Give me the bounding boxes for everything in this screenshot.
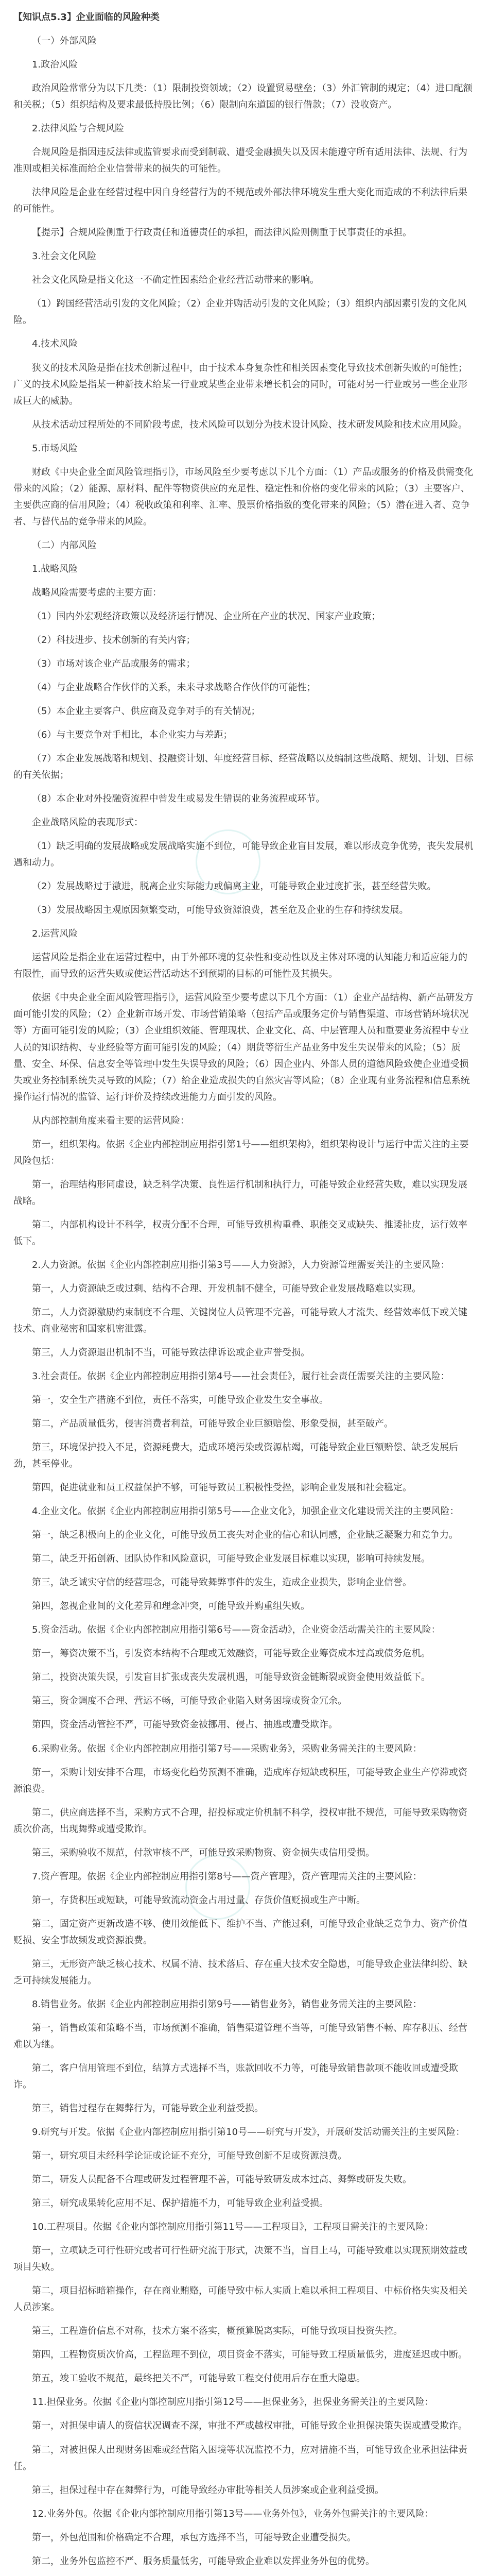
- paragraph: 第三，资金调度不合理、营运不畅，可能导致企业陷入财务困境或资金冗余。: [32, 1696, 347, 1707]
- paragraph: （7）本企业发展战略和规划、投融资计划、年度经营目标、经营战略以及编制这些战略、规划、计划、目标的有关依据；: [13, 753, 474, 781]
- paragraph: （3）发展战略因主观原因频繁变动，可能导致资源浪费，甚至危及企业的生存和持续发展。: [32, 905, 409, 916]
- paragraph: 第一，立项缺乏可行性研究或者可行性研究流于形式，决策不当，盲目上马，可能导致难以实现预期效益或项目失败。: [13, 2245, 467, 2273]
- paragraph: 第一，治理结构形同虚设，缺乏科学决策、良性运行机制和执行力，可能导致企业经营失败，难以实现发展战略。: [13, 1179, 467, 1207]
- paragraph: 法律风险是企业在经营过程中因自身经营行为的不规范或外部法律环境发生重大变化而造成的不利法律后果的可能性。: [13, 187, 467, 215]
- paragraph: 第一，安全生产措施不到位，责任不落实，可能导致企业发生安全事故。: [32, 1395, 328, 1406]
- paragraph: 第三，缺乏诚实守信的经营理念，可能导致舞弊事件的发生，造成企业损失，影响企业信誉。: [32, 1577, 412, 1588]
- paragraph: （5）本企业主要客户、供应商及竞争对手的有关情况；: [32, 706, 260, 717]
- paragraph: 第二，对被担保人出现财务困难或经营陷入困境等状况监控不力，应对措施不当，可能导致企业承担法律责任。: [13, 2444, 467, 2472]
- paragraph: 第二，产品质量低劣，侵害消费者利益，可能导致企业巨额赔偿、形象受损，甚至破产。: [32, 1418, 393, 1430]
- paragraph: 依据《中央企业全面风险管理指引》，运营风险至少要考虑以下几个方面：（1）企业产品结构、新产品研发方面可能引发的风险；（2）企业新市场开发、市场营销策略（包括产品或服务定价与销售渠道、市场营销环境状况等）方面可能引发的风险；（3）企业组织效能、管理现状、企业文化、高、中层管理人员和重要业务流程中专业人员的知识结构、专业经验等方面可能引发的风险；（4）期货等衍生产品业务中发生失误带来的风险；（5）质量、安全、环保、信息安全等管理中发生失误导致的风险；（6）因企业内、外部人员的道德风险致使企业遭受损失或业务控制系统失灵导致的风险；（7）给企业造成损失的自然灾害等风险；（8）企业现有业务流程和信息系统操作运行情况的监管、运行评价及持续改进能力方面引发的风险。: [13, 992, 474, 1103]
- paragraph: 第一，销售政策和策略不当，市场预测不准确，销售渠道管理不当等，可能导致销售不畅、库存积压、经营难以为继。: [13, 2022, 467, 2050]
- paragraph: 11.担保业务。依据《企业内部控制应用指引第12号——担保业务》，担保业务需关注的主要风险：: [32, 2397, 434, 2408]
- paragraph: 企业战略风险的表现形式：: [32, 817, 143, 828]
- paragraph: 运营风险是指企业在运营过程中，由于外部环境的复杂性和变动性以及主体对环境的认知能力和适应能力的有限性，而导致的运营失败或使运营活动达不到预期的目标的可能性及其损失。: [13, 952, 467, 980]
- paragraph: 第二，投资决策失误，引发盲目扩张或丧失发展机遇，可能导致资金链断裂或资金使用效益低下。: [32, 1672, 430, 1683]
- paragraph: （8）本企业对外投融资流程中曾发生或易发生错误的业务流程或环节。: [32, 793, 325, 805]
- paragraph: 战略风险需要考虑的主要方面：: [32, 587, 162, 598]
- paragraph: 第一，存货积压或短缺，可能导致流动资金占用过量、存货价值贬损或生产中断。: [32, 1894, 365, 1906]
- paragraph: 3.社会文化风险: [32, 251, 97, 262]
- paragraph: 4.技术风险: [32, 338, 78, 350]
- paragraph: 第二，固定资产更新改造不够、使用效能低下、维护不当、产能过剩，可能导致企业缺乏竞争力、资产价值贬损、安全事故频发或资源浪费。: [13, 1918, 467, 1946]
- paragraph: 第一，筹资决策不当，引发资本结构不合理或无效融资，可能导致企业筹资成本过高或债务危机。: [32, 1648, 430, 1659]
- paragraph: 第一，研究项目未经科学论证或论证不充分，可能导致创新不足或资源浪费。: [32, 2150, 347, 2162]
- paragraph: 第五，竣工验收不规范，最终把关不严，可能导致工程交付使用后存在重大隐患。: [32, 2373, 365, 2384]
- paragraph: 第三，无形资产缺乏核心技术、权属不清、技术落后、存在重大技术安全隐患，可能导致企业法律纠纷、缺乏可持续发展能力。: [13, 1958, 467, 1986]
- paragraph: 第二，供应商选择不当，采购方式不合理，招投标或定价机制不科学，授权审批不规范，可能导致采购物资质次价高，出现舞弊或遭受欺诈。: [13, 1807, 467, 1835]
- paragraph: 第三，人力资源退出机制不当，可能导致法律诉讼或企业声誉受损。: [32, 1347, 310, 1358]
- paragraph: （一）外部风险: [32, 36, 97, 47]
- paragraph: （3）市场对该企业产品或服务的需求；: [32, 658, 196, 669]
- paragraph: 【提示】合规风险侧重于行政责任和道德责任的承担，而法律风险则侧重于民事责任的承担。: [32, 227, 412, 239]
- paragraph: 2.法律风险与合规风险: [32, 123, 125, 134]
- paragraph: 政治风险常常分为以下几类：（1）限制投资领域；（2）设置贸易壁垒；（3）外汇管制的规定；（4）进口配额和关税；（5）组织结构及要求最低持股比例；（6）限制向东道国的银行借款；（7）没收资产。: [13, 83, 473, 111]
- section-title: 【知识点5.3】企业面临的风险种类: [13, 12, 160, 23]
- paragraph: （1）缺乏明确的发展战略或发展战略实施不到位，可能导致企业盲目发展，难以形成竞争优势，丧失发展机遇和动力。: [13, 841, 474, 869]
- paragraph: 5.市场风险: [32, 443, 78, 454]
- paragraph: 第三，工程造价信息不对称，技术方案不落实，概预算脱离实际，可能导致项目投资失控。: [32, 2326, 403, 2337]
- paragraph: 6.采购业务。依据《企业内部控制应用指引第7号——采购业务》，采购业务需关注的主要风险：: [32, 1743, 422, 1754]
- paragraph: 5.资金活动。依据《企业内部控制应用指引第6号——资金活动》，企业资金活动需关注的主要风险：: [32, 1624, 441, 1636]
- paragraph: 从技术活动过程所处的不同阶段考虑，技术风险可以划分为技术设计风险、技术研发风险和技术应用风险。: [32, 419, 467, 430]
- paragraph: （二）内部风险: [32, 539, 97, 551]
- paragraph: 第四，促进就业和员工权益保护不够，可能导致员工积极性受挫，影响企业发展和社会稳定。: [32, 1482, 412, 1494]
- paragraph: 合规风险是指因违反法律或监管要求而受到制裁、遭受金融损失以及因未能遵守所有适用法律、法规、行为准则或相关标准而给企业信誉带来的损失的可能性。: [13, 147, 467, 175]
- paragraph: 社会文化风险是指文化这一不确定性因素给企业经营活动带来的影响。: [32, 275, 319, 286]
- paragraph: 第四，工程物资质次价高，工程监理不到位，项目资金不落实，可能导致工程质量低劣，进度延迟或中断。: [32, 2349, 467, 2361]
- paragraph: 1.战略风险: [32, 563, 78, 574]
- paragraph: 3.社会责任。依据《企业内部控制应用指引第4号——社会责任》，履行社会责任需要关注的主要风险：: [32, 1371, 450, 1382]
- paragraph: 第一，采购计划安排不合理，市场变化趋势预测不准确，造成库存短缺或积压，可能导致企业生产停滞或资源浪费。: [13, 1767, 467, 1794]
- paragraph: 第四，资金活动管控不严，可能导致资金被挪用、侵占、抽逃或遭受欺诈。: [32, 1719, 338, 1731]
- article-body: [13, 9, 476, 2576]
- paragraph: 2.人力资源。依据《企业内部控制应用指引第3号——人力资源》，人力资源管理需要关注的主要风险：: [32, 1259, 450, 1270]
- paragraph: 第一，对担保申请人的资信状况调查不深，审批不严或越权审批，可能导致企业担保决策失误或遭受欺诈。: [32, 2420, 467, 2432]
- paragraph: （6）与主要竞争对手相比，本企业实力与差距；: [32, 730, 233, 741]
- paragraph: 第二，客户信用管理不到位，结算方式选择不当，账款回收不力等，可能导致销售款项不能收回或遭受欺诈。: [13, 2062, 458, 2090]
- paragraph: 第三，销售过程存在舞弊行为，可能导致企业利益受损。: [32, 2103, 264, 2114]
- paragraph: （2）科技进步、技术创新的有关内容；: [32, 634, 196, 646]
- paragraph: 12.业务外包。依据《企业内部控制应用指引第13号——业务外包》，业务外包需关注的主要风险：: [32, 2508, 434, 2519]
- paragraph: 第一，外包范围和价格确定不合理，承包方选择不当，可能导致企业遭受损失。: [32, 2532, 356, 2543]
- paragraph: 第三，担保过程中存在舞弊行为，可能导致经办审批等相关人员涉案或企业利益受损。: [32, 2484, 384, 2496]
- paragraph: 第三，采购验收不规范，付款审核不严，可能导致采购物资、资金损失或信用受损。: [32, 1847, 375, 1858]
- paragraph: 4.企业文化。依据《企业内部控制应用指引第5号——企业文化》，加强企业文化建设需关注的主要风险：: [32, 1506, 459, 1517]
- paragraph: 7.资产管理。依据《企业内部控制应用指引第8号——资产管理》，资产管理需关注的主要风险：: [32, 1871, 422, 1882]
- paragraph: 第二，内部机构设计不科学，权责分配不合理，可能导致机构重叠、职能交叉或缺失、推诿扯皮，运行效率低下。: [13, 1219, 467, 1247]
- paragraph: 第二，缺乏开拓创新、团队协作和风险意识，可能导致企业发展目标难以实现，影响可持续发展。: [32, 1553, 430, 1565]
- paragraph: 第四，忽视企业间的文化差异和理念冲突，可能导致并购重组失败。: [32, 1601, 310, 1612]
- paragraph: 第一，组织架构。依据《企业内部控制应用指引第1号——组织架构》，组织架构设计与运行中需关注的主要风险包括：: [13, 1139, 469, 1166]
- paragraph: 第三，环境保护投入不足，资源耗费大，造成环境污染或资源枯竭，可能导致企业巨额赔偿、缺乏发展后劲，甚至停业。: [13, 1442, 458, 1470]
- paragraph: 狭义的技术风险是指在技术创新过程中，由于技术本身复杂性和相关因素变化导致技术创新失败的可能性；广义的技术风险是指某一种新技术给某一行业或某些企业带来增长机会的同时，可能对另一行业或另一些企业形成巨大的威胁。: [13, 362, 467, 406]
- paragraph: 第二，业务外包监控不严、服务质量低劣，可能导致企业难以发挥业务外包的优势。: [32, 2555, 375, 2567]
- paragraph: 第三，研究成果转化应用不足、保护措施不力，可能导致企业利益受损。: [32, 2198, 328, 2209]
- paragraph: 9.研究与开发。依据《企业内部控制应用指引第10号——研究与开发》，开展研发活动需关注的主要风险：: [32, 2127, 465, 2138]
- paragraph: （4）与企业战略合作伙伴的关系，未来寻求战略合作伙伴的可能性；: [32, 682, 316, 693]
- paragraph: 第二，研发人员配备不合理或研发过程管理不善，可能导致研发成本过高、舞弊或研发失败。: [32, 2174, 412, 2185]
- paragraph: 财政《中央企业全面风险管理指引》，市场风险至少要考虑以下几个方面：（1）产品或服务的价格及供需变化带来的风险；（2）能源、原材料、配件等物资供应的充足性、稳定性和价格的变化带来的风险；（3）主要客户、主要供应商的信用风险；（4）税收政策和利率、汇率、股票价格指数的变化带来的风险；（5）潜在进入者、竞争者、与替代品的竞争带来的风险。: [13, 466, 474, 527]
- paragraph: 第二，人力资源激励约束制度不合理、关键岗位人员管理不完善，可能导致人才流失、经营效率低下或关键技术、商业秘密和国家机密泄露。: [13, 1307, 467, 1334]
- paragraph: 第一，缺乏积极向上的企业文化，可能导致员工丧失对企业的信心和认同感，企业缺乏凝聚力和竞争力。: [32, 1530, 458, 1541]
- paragraph: 第二，项目招标暗箱操作，存在商业贿赂，可能导致中标人实质上难以承担工程项目、中标价格失实及相关人员涉案。: [13, 2285, 467, 2313]
- paragraph: 从内部控制角度来看主要的运营风险：: [32, 1115, 189, 1126]
- paragraph: （2）发展战略过于激进，脱离企业实际能力或偏离主业，可能导致企业过度扩张，甚至经营失败。: [32, 881, 436, 892]
- paragraph: 10.工程项目。依据《企业内部控制应用指引第11号——工程项目》，工程项目需关注的主要风险：: [32, 2222, 434, 2233]
- paragraph: （1）跨国经营活动引发的文化风险；（2）企业并购活动引发的文化风险；（3）组织内部因素引发的文化风险。: [13, 298, 467, 326]
- paragraph: 8.销售业务。依据《企业内部控制应用指引第9号——销售业务》，销售业务需关注的主要风险：: [32, 1998, 422, 2010]
- paragraph: （1）国内外宏观经济政策以及经济运行情况、企业所在产业的状况、国家产业政策；: [32, 611, 381, 622]
- paragraph: 2.运营风险: [32, 928, 78, 940]
- paragraph: 第一，人力资源缺乏或过剩、结构不合理、开发机制不健全，可能导致企业发展战略难以实现。: [32, 1283, 421, 1294]
- paragraph: 1.政治风险: [32, 59, 78, 71]
